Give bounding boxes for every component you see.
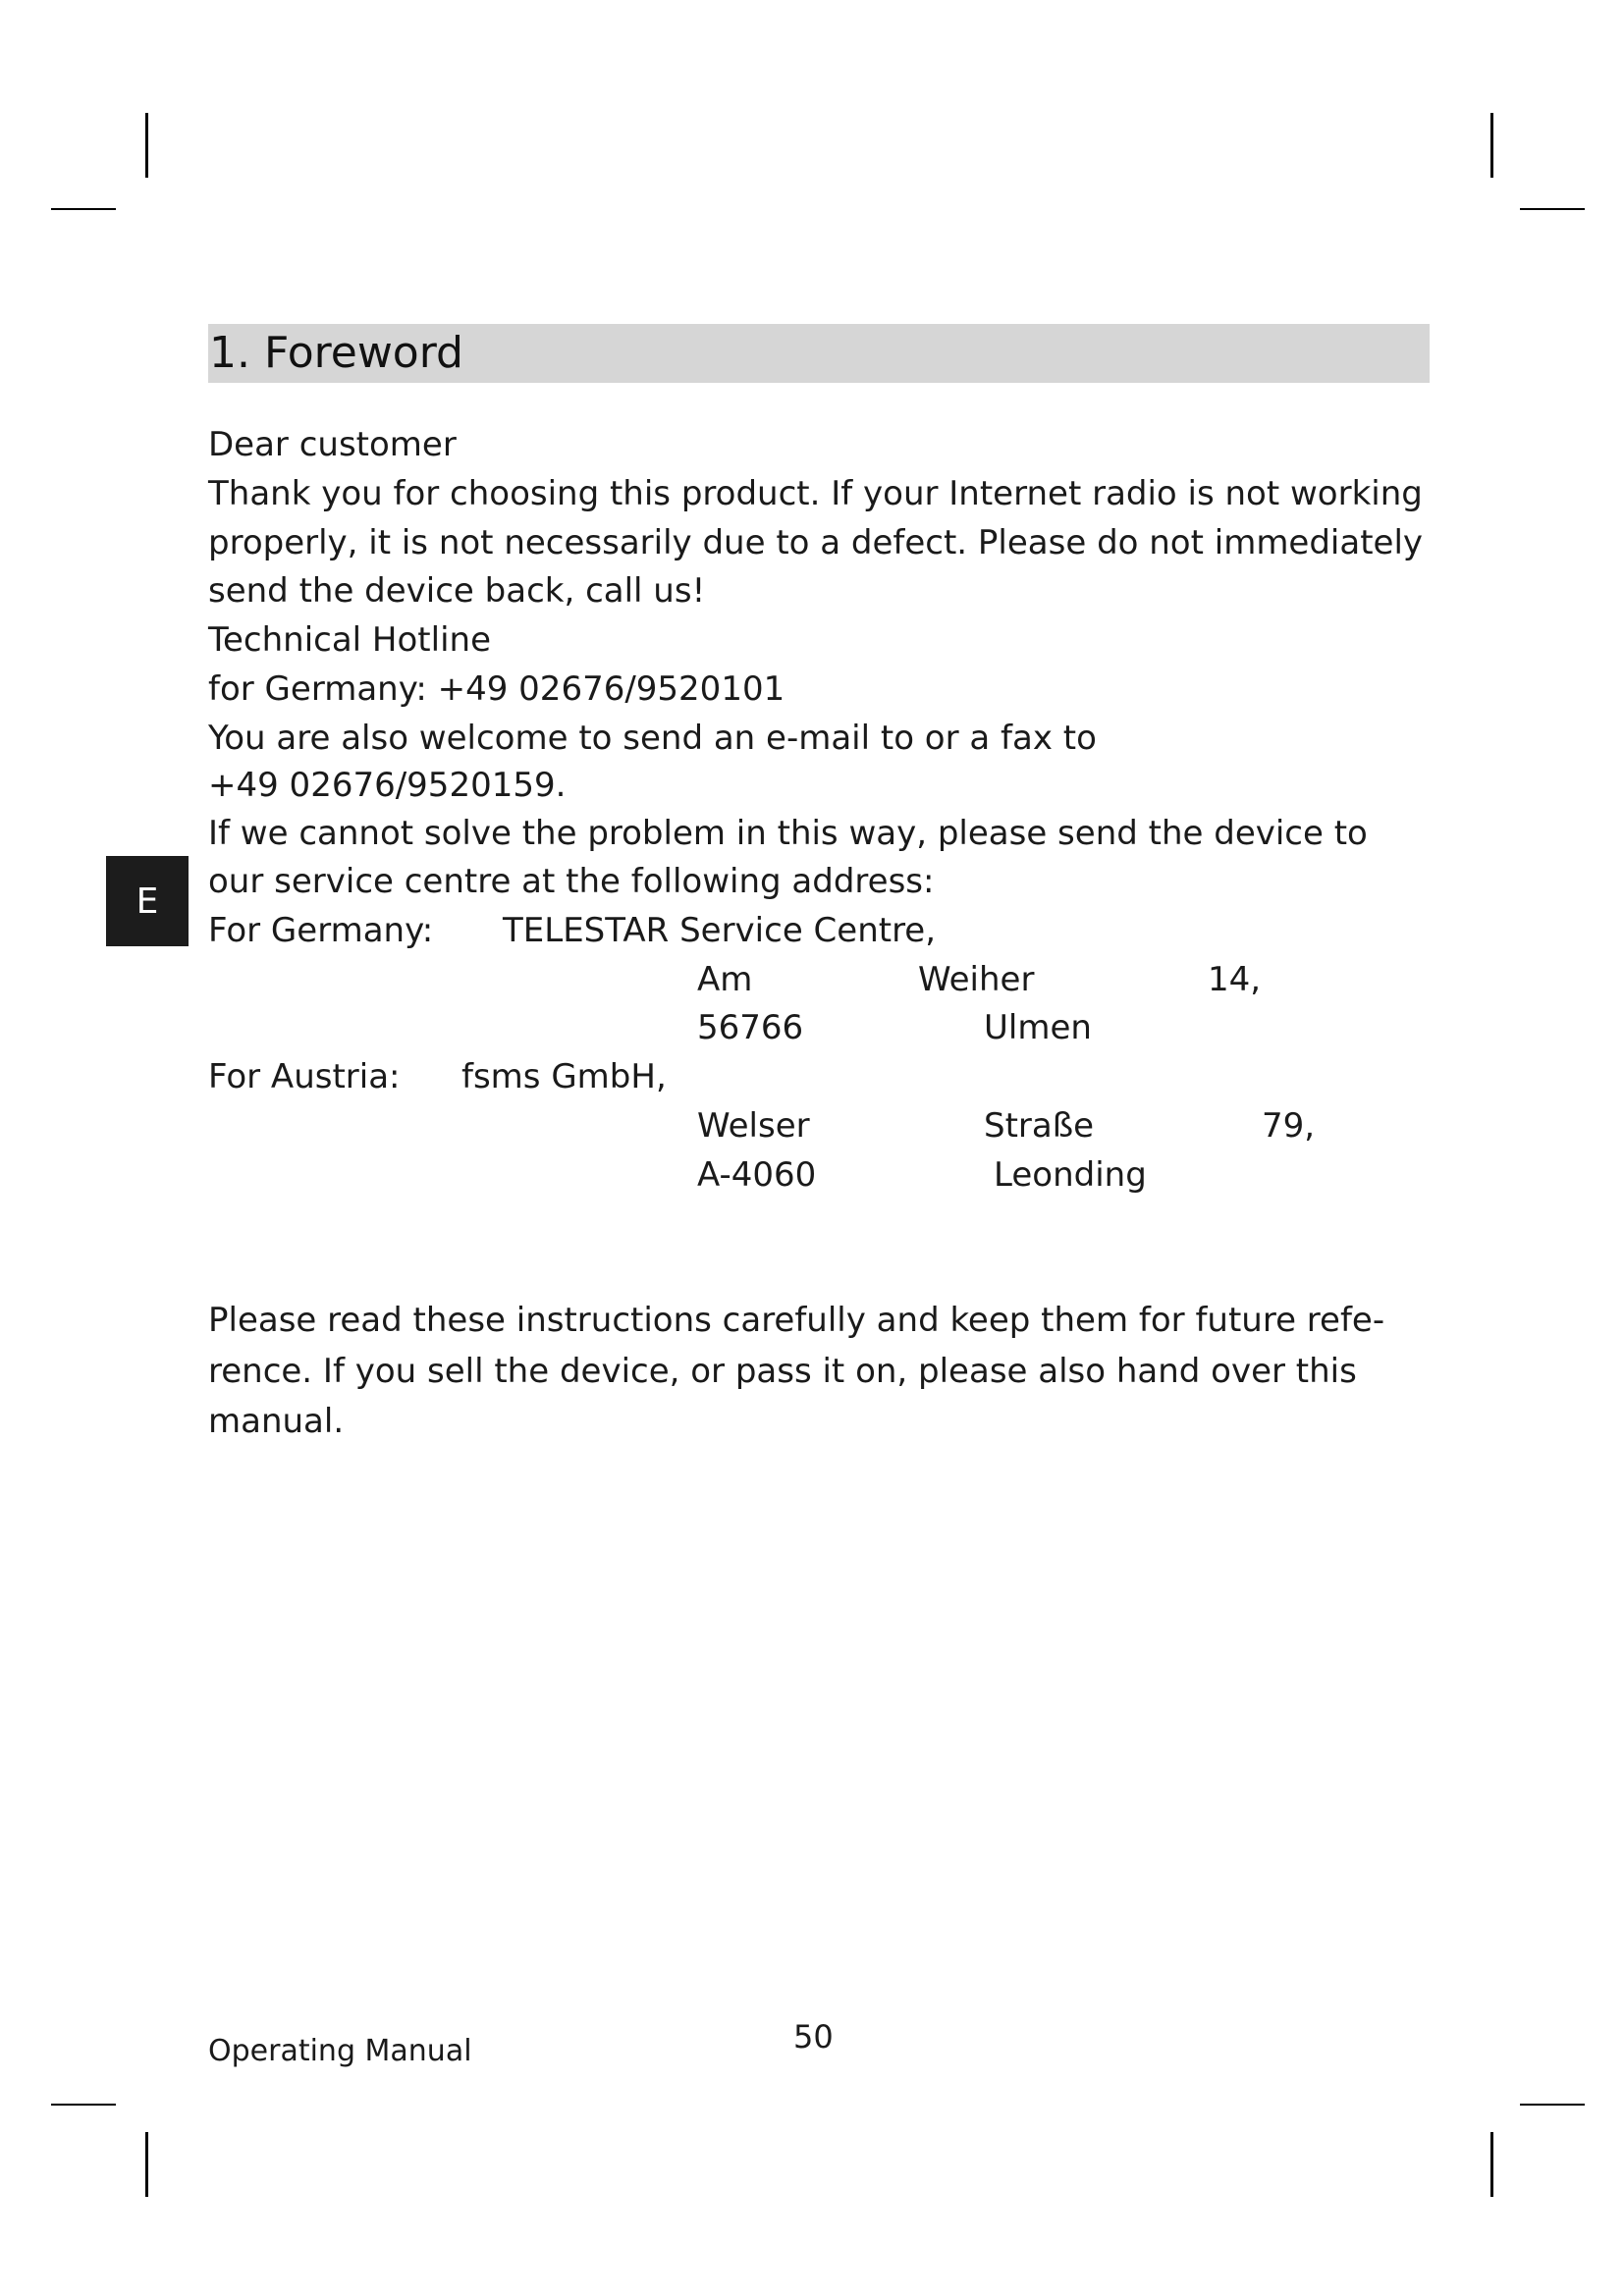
austria-zip: A-4060	[697, 1155, 817, 1195]
closing-line-2: rence. If you sell the device, or pass it on, please also hand over this	[208, 1352, 1357, 1391]
intro-line-2: properly, it is not necessarily due to a defect. Please do not immediately	[208, 523, 1424, 562]
crop-mark-bottom-left-vertical	[145, 2132, 148, 2197]
greeting: Dear customer	[208, 425, 457, 464]
austria-street-number: 79,	[1262, 1106, 1316, 1146]
hotline-number: for Germany: +49 02676/9520101	[208, 669, 785, 709]
germany-service-name: TELESTAR Service Centre,	[503, 911, 937, 950]
page-heading: 1. Foreword	[209, 328, 463, 378]
closing-line-3: manual.	[208, 1402, 345, 1441]
germany-zip: 56766	[697, 1008, 804, 1047]
hotline-title: Technical Hotline	[208, 620, 491, 660]
austria-city: Leonding	[994, 1155, 1147, 1195]
austria-service-name: fsms GmbH,	[461, 1057, 667, 1096]
closing-line-1: Please read these instructions carefully and keep them for future refe-	[208, 1301, 1385, 1340]
email-fax-line: You are also welcome to send an e-mail to or a fax to	[208, 719, 1097, 758]
language-tab-label: E	[135, 881, 159, 922]
footer-label: Operating Manual	[208, 2034, 472, 2068]
germany-label: For Germany:	[208, 911, 434, 950]
crop-mark-top-right-horizontal	[1520, 208, 1585, 210]
cannot-solve-line-2: our service centre at the following address:	[208, 862, 935, 901]
page-number: 50	[793, 2018, 834, 2056]
crop-mark-top-left-horizontal	[51, 208, 116, 210]
austria-label: For Austria:	[208, 1057, 401, 1096]
intro-line-3: send the device back, call us!	[208, 571, 706, 611]
germany-street: Am	[697, 960, 753, 999]
crop-mark-top-left-vertical	[145, 113, 148, 178]
intro-line-1: Thank you for choosing this product. If your Internet radio is not working	[208, 474, 1423, 513]
germany-street-number: 14,	[1208, 960, 1262, 999]
crop-mark-top-right-vertical	[1490, 113, 1493, 178]
crop-mark-bottom-right-vertical	[1490, 2132, 1493, 2197]
language-tab	[106, 856, 189, 946]
crop-mark-bottom-left-horizontal	[51, 2104, 116, 2106]
cannot-solve-line-1: If we cannot solve the problem in this way, please send the device to	[208, 814, 1368, 853]
germany-street-2: Weiher	[918, 960, 1035, 999]
germany-city: Ulmen	[984, 1008, 1092, 1047]
crop-mark-bottom-right-horizontal	[1520, 2104, 1585, 2106]
fax-number: +49 02676/9520159.	[208, 766, 567, 805]
austria-street-2: Straße	[984, 1106, 1095, 1146]
austria-street: Welser	[697, 1106, 810, 1146]
